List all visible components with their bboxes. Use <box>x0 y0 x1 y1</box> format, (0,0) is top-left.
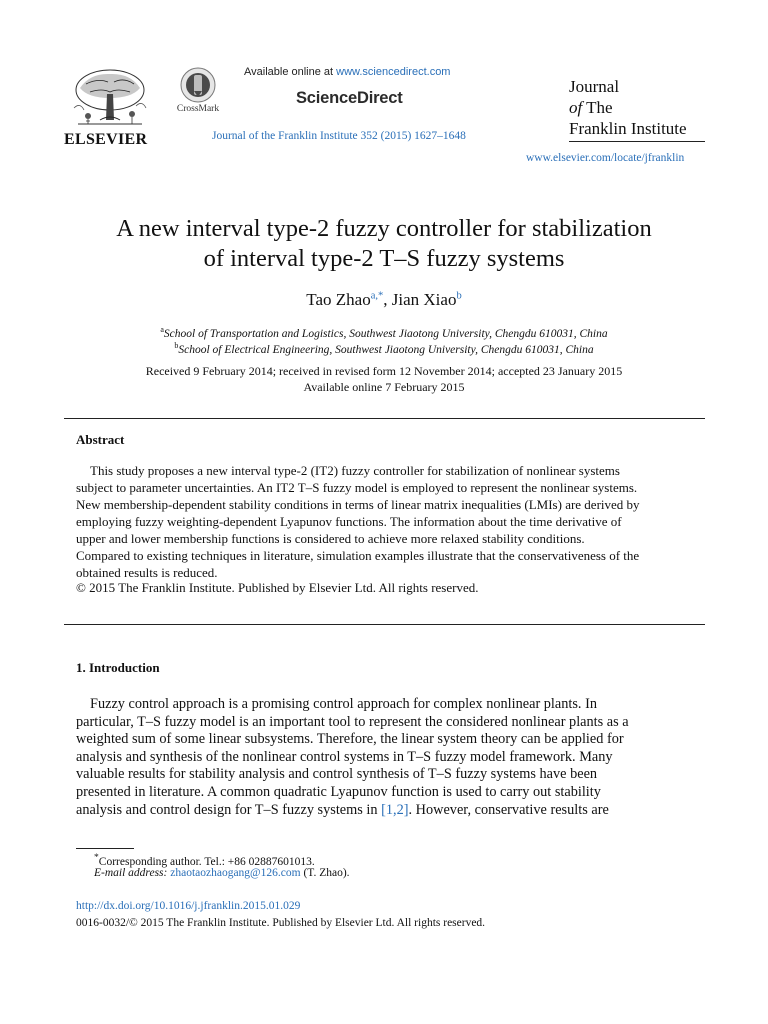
author-name: Jian Xiao <box>391 290 457 309</box>
affiliation-marker: b <box>174 341 179 350</box>
abstract-line: New membership-dependent stability conditions in terms of linear matrix inequalities (LMIs) are derived by <box>76 497 640 512</box>
crossmark-icon <box>172 66 224 104</box>
doi-link[interactable]: http://dx.doi.org/10.1016/j.jfranklin.2015.01.029 <box>76 900 301 912</box>
intro-line: Fuzzy control approach is a promising control approach for complex nonlinear plants. In <box>90 696 597 712</box>
available-prefix: Available online at <box>244 66 337 78</box>
author-name: Tao Zhao <box>306 290 371 309</box>
intro-line-last <box>76 802 705 820</box>
affiliation-text: School of Electrical Engineering, Southwest Jiaotong University, Chengdu 610031, China <box>178 343 594 356</box>
footnote-marker: * <box>94 852 99 863</box>
publisher-logo-text: ELSEVIER <box>64 131 148 148</box>
sciencedirect-link[interactable]: www.sciencedirect.com <box>336 66 451 78</box>
intro-line: particular, T–S fuzzy model is an important tool to represent the considered nonlinear plants as a <box>76 713 629 730</box>
issn-copyright: 0016-0032/© 2015 The Franklin Institute. Published by Elsevier Ltd. All rights reserved. <box>76 917 486 929</box>
sciencedirect-wordmark: ScienceDirect <box>296 89 403 107</box>
email-suffix: (T. Zhao). <box>300 867 350 879</box>
abstract-bottom-divider <box>64 624 705 625</box>
crossmark-label: CrossMark <box>176 104 220 114</box>
abstract-line: upper and lower membership functions is considered to achieve more relaxed stability conditions. <box>76 531 585 546</box>
journal-url-link[interactable]: www.elsevier.com/locate/jfranklin <box>526 152 685 164</box>
affiliation-marker: a <box>160 325 164 334</box>
corresponding-author-note <box>94 852 315 868</box>
abstract-line: employing fuzzy weighting-dependent Lyapunov functions. The information about the time derivative of <box>76 514 622 529</box>
email-link[interactable]: zhaotaozhaogang@126.com <box>170 867 301 879</box>
author-affiliation-marker[interactable]: a,* <box>370 290 384 302</box>
paper-title-line1: A new interval type-2 fuzzy controller for stabilization <box>116 215 652 242</box>
available-online-line <box>244 66 450 78</box>
abstract-line: Compared to existing techniques in literature, simulation examples illustrate that the conservativeness of the <box>76 548 640 563</box>
abstract-line: This study proposes a new interval type-2 (IT2) fuzzy controller for stabilization of nonlinear systems <box>90 463 620 478</box>
abstract-line: obtained results is reduced. <box>76 565 218 580</box>
abstract-body <box>76 462 705 581</box>
journal-title-line3: Franklin Institute <box>569 119 687 138</box>
received-dates: Received 9 February 2014; received in revised form 12 November 2014; accepted 23 January 2015 <box>145 364 623 378</box>
crossmark-badge[interactable] <box>172 66 224 122</box>
author-separator: , <box>383 290 392 309</box>
elsevier-logo <box>64 68 156 150</box>
abstract-top-divider <box>64 418 705 419</box>
affiliation-b <box>40 341 728 356</box>
intro-line: presented in literature. A common quadratic Lyapunov function is used to carry out stability <box>76 783 601 800</box>
journal-title-line1: Journal <box>569 77 620 96</box>
author-affiliation-marker[interactable]: b <box>456 290 462 302</box>
abstract-line: subject to parameter uncertainties. An IT2 T–S fuzzy model is employed to represent the nonlinear systems. <box>76 480 638 495</box>
abstract-heading: Abstract <box>76 432 125 447</box>
elsevier-tree-icon <box>70 68 150 130</box>
footnote-divider <box>76 848 134 849</box>
paper-title-line2: of interval type-2 T–S fuzzy systems <box>203 245 565 272</box>
affiliation-a <box>40 325 728 340</box>
intro-line-text: analysis and control design for T–S fuzzy systems in <box>76 801 382 818</box>
citation-link[interactable]: [1,2] <box>381 801 409 818</box>
available-online-date: Available online 7 February 2015 <box>303 380 465 394</box>
paper-title <box>40 214 728 274</box>
introduction-heading: 1. Introduction <box>76 660 160 675</box>
abstract-copyright: © 2015 The Franklin Institute. Published by Elsevier Ltd. All rights reserved. <box>76 580 479 595</box>
intro-line: weighted sum of some linear subsystems. Therefore, the linear system theory can be applied for <box>76 731 624 748</box>
journal-title-divider <box>569 141 705 142</box>
affiliation-text: School of Transportation and Logistics, Southwest Jiaotong University, Chengdu 610031, China <box>163 327 608 340</box>
journal-masthead <box>569 76 687 139</box>
email-label: E-mail address: <box>94 867 171 879</box>
intro-line: valuable results for stability analysis and control synthesis of T–S fuzzy systems have been <box>76 766 598 783</box>
author-list <box>40 290 728 310</box>
journal-reference[interactable]: Journal of the Franklin Institute 352 (2015) 1627–1648 <box>212 130 466 142</box>
intro-line-tail: . However, conservative results are <box>408 801 609 818</box>
journal-title-the: The <box>582 98 613 117</box>
introduction-body <box>76 696 705 819</box>
journal-title-line2 <box>569 97 687 118</box>
intro-line: analysis and synthesis of the nonlinear control systems in T–S fuzzy model framework. Many <box>76 748 613 765</box>
corresponding-text: Corresponding author. Tel.: +86 02887601013. <box>98 855 315 868</box>
email-note <box>94 867 350 879</box>
journal-title-of: of <box>569 98 583 117</box>
